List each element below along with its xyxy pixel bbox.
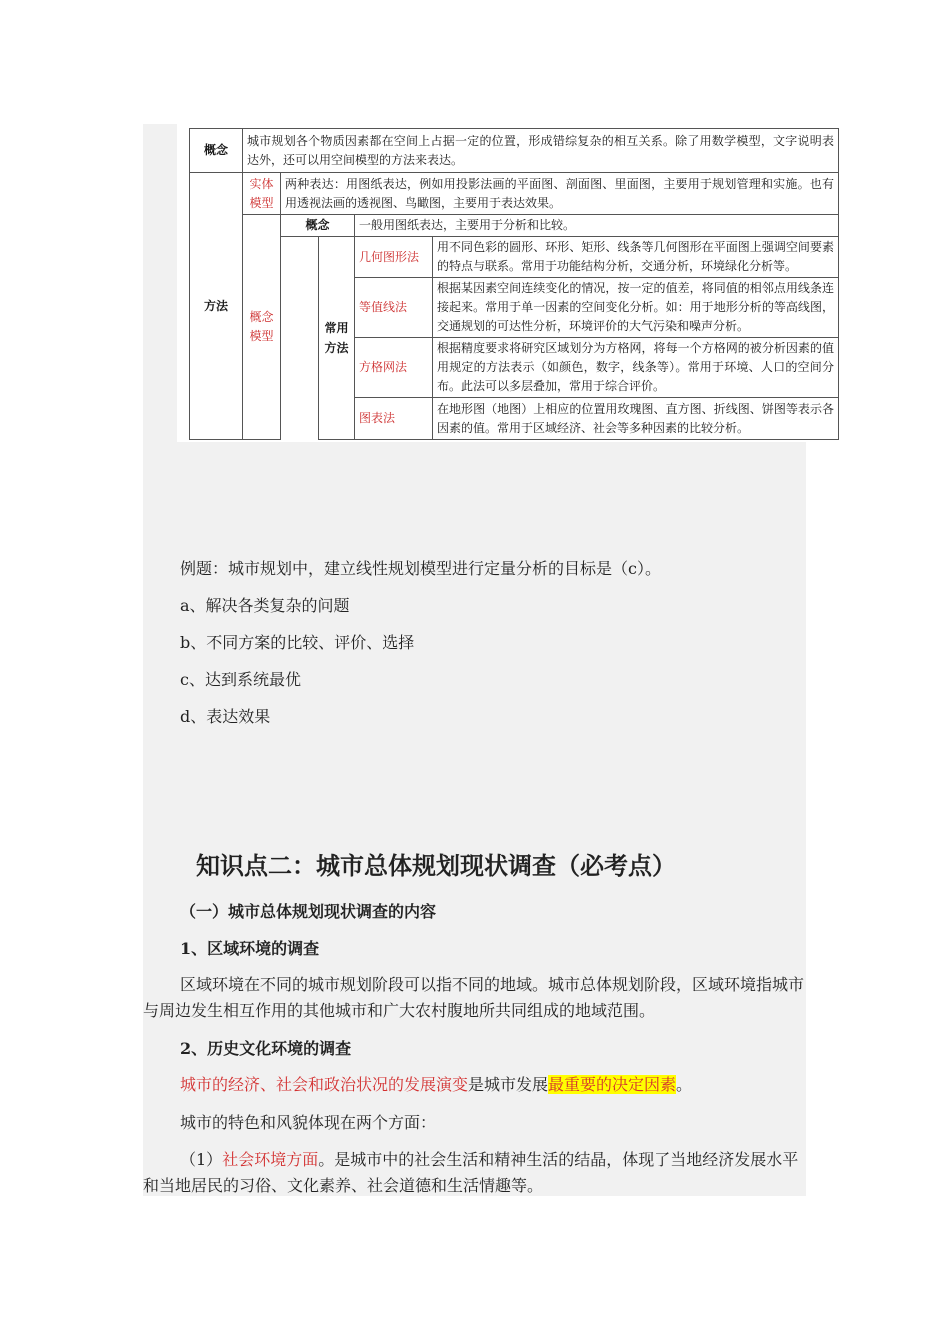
method-name-grid: 方格网法 xyxy=(355,338,433,398)
method-text-geometric: 用不同色彩的圆形、环形、矩形、线条等几何图形在平面图上强调空间要素的特点与联系。常用于功能结构分析，交通分析，环境绿化分析等。 xyxy=(433,237,839,278)
method-text-chart: 在地形图（地图）上相应的位置用玫瑰图、直方图、折线图、饼图等表示各因素的值。常用于区域经济、社会等多种因素的比较分析。 xyxy=(433,398,839,440)
history-red-phrase: 城市的经济、社会和政治状况的发展演变 xyxy=(180,1075,469,1094)
common-methods-label: 常用方法 xyxy=(319,237,355,440)
concept-sub-label: 概念 xyxy=(281,215,355,237)
method-name-geometric: 几何图形法 xyxy=(355,237,433,278)
history-end-text: 。 xyxy=(676,1075,693,1094)
question-stem: 例题：城市规划中，建立线性规划模型进行定量分析的目标是（c）。 xyxy=(180,559,661,578)
option-c: c、达到系统最优 xyxy=(180,670,301,689)
concept-sub-text: 一般用图纸表达，主要用于分析和比较。 xyxy=(355,215,839,237)
paragraph-history xyxy=(180,1075,692,1095)
section-subtitle: （一）城市总体规划现状调查的内容 xyxy=(180,902,437,921)
paragraph-region: 区域环境在不同的城市规划阶段可以指不同的地域。城市总体规划阶段，区域环境指城市与周边发生相互作用的其他城市和广大农村腹地所共同组成的地域范围。 xyxy=(143,975,805,1020)
concept-label: 概念 xyxy=(190,129,243,173)
history-highlight: 最重要的决定因素 xyxy=(548,1075,677,1094)
social-rest: 。是城市中的社会生活和精神生活的结晶，体现了当地经济发展水平和当地居民的习俗、文化素养、社会道德和生活情趣等。 xyxy=(143,1150,799,1195)
option-a: a、解决各类复杂的问题 xyxy=(180,596,350,615)
social-red-phrase: 社会环境方面 xyxy=(222,1150,319,1169)
paragraph-features: 城市的特色和风貌体现在两个方面： xyxy=(180,1113,437,1132)
method-label: 方法 xyxy=(190,173,243,440)
solid-model-text: 两种表达：用图纸表达，例如用投影法画的平面图、剖面图、里面图，主要用于规划管理和实施。也有用透视法画的透视图、鸟瞰图，主要用于表达效果。 xyxy=(281,173,839,215)
option-d: d、表达效果 xyxy=(180,707,271,726)
method-name-chart: 图表法 xyxy=(355,398,433,440)
paragraph-social xyxy=(143,1147,806,1199)
solid-model-label: 实体模型 xyxy=(243,173,281,215)
method-text-grid: 根据精度要求将研究区域划分为方格网，将每一个方格网的被分析因素的值用规定的方法表示（如颜色，数字，线条等）。常用于环境、人口的空间分布。此法可以多层叠加，常用于综合评价。 xyxy=(433,338,839,398)
heading-region: 1、区域环境的调查 xyxy=(180,939,320,958)
method-name-contour: 等值线法 xyxy=(355,278,433,338)
option-b: b、不同方案的比较、评价、选择 xyxy=(180,633,415,652)
heading-history: 2、历史文化环境的调查 xyxy=(180,1039,352,1058)
method-text-contour: 根据某因素空间连续变化的情况，按一定的值差，将同值的相邻点用线条连接起来。常用于单一因素的空间变化分析。如：用于地形分析的等高线图，交通规划的可达性分析，环境评价的大气污染和噪声分析。 xyxy=(433,278,839,338)
social-prefix: （1） xyxy=(180,1150,223,1169)
concept-model-label: 概念模型 xyxy=(243,215,281,440)
section-title: 知识点二：城市总体规划现状调查（必考点） xyxy=(196,851,676,880)
spatial-model-table xyxy=(189,128,839,440)
concept-text: 城市规划各个物质因素都在空间上占据一定的位置，形成错综复杂的相互关系。除了用数学模型，文字说明表达外，还可以用空间模型的方法来表达。 xyxy=(243,129,839,173)
spatial-model-table-figure xyxy=(177,124,843,442)
history-mid-text: 是城市发展 xyxy=(468,1075,549,1094)
